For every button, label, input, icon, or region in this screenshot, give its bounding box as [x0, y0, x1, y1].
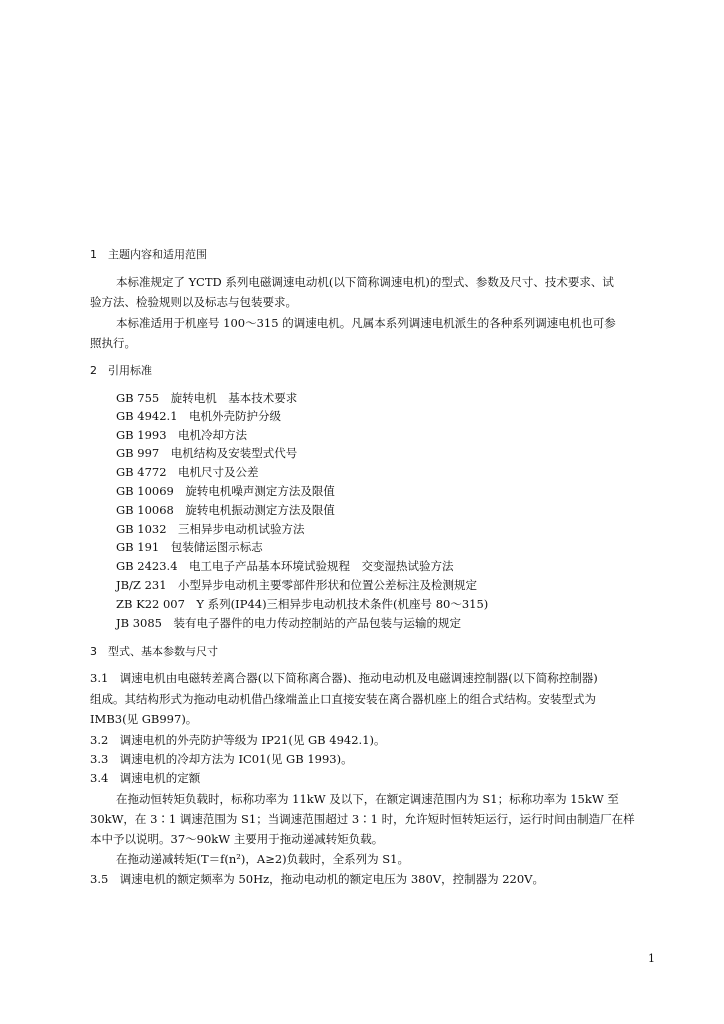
reference-item: GB 1032 三相异步电动机试验方法: [116, 522, 305, 536]
paragraph-line: 3.1 调速电机由电磁转差离合器(以下简称离合器)、拖动电动机及电磁调速控制器(以下简称控制器): [90, 671, 598, 685]
subsection-heading: 3.4 调速电机的定额: [90, 771, 201, 785]
paragraph-line: 验方法、检验规则以及标志与包装要求。: [90, 295, 297, 309]
reference-item: ZB K22 007 Y 系列(IP44)三相异步电动机技术条件(机座号 80～315): [116, 597, 489, 611]
paragraph-line: 3.5 调速电机的额定频率为 50Hz，拖动电动机的额定电压为 380V，控制器为 220V。: [90, 872, 544, 886]
paragraph-line: 3.3 调速电机的冷却方法为 IC01(见 GB 1993)。: [90, 752, 353, 766]
reference-item: GB 10069 旋转电机噪声测定方法及限值: [116, 484, 335, 498]
reference-item: GB 755 旋转电机 基本技术要求: [116, 391, 298, 405]
paragraph-line: 本标准适用于机座号 100～315 的调速电机。凡属本系列调速电机派生的各种系列调速电机也可参: [116, 316, 616, 330]
paragraph-line: 本中予以说明。37～90kW 主要用于拖动递减转矩负载。: [90, 832, 384, 846]
paragraph-line: 照执行。: [90, 336, 136, 350]
paragraph-line: 本标准规定了 YCTD 系列电磁调速电动机(以下简称调速电机)的型式、参数及尺寸、技术要求、试: [116, 275, 614, 289]
section-heading-3: 3 型式、基本参数与尺寸: [90, 645, 218, 658]
reference-item: JB/Z 231 小型异步电动机主要零部件形状和位置公差标注及检测规定: [116, 578, 478, 592]
reference-item: GB 10068 旋转电机振动测定方法及限值: [116, 503, 335, 517]
reference-item: GB 191 包装储运图示标志: [116, 540, 263, 554]
reference-item: GB 997 电机结构及安装型式代号: [116, 446, 298, 460]
paragraph-line: IMB3(见 GB997)。: [90, 712, 198, 726]
paragraph-line: 3.2 调速电机的外壳防护等级为 IP21(见 GB 4942.1)。: [90, 733, 386, 747]
reference-item: JB 3085 装有电子器件的电力传动控制站的产品包装与运输的规定: [116, 616, 461, 630]
paragraph-line: 在拖动恒转矩负载时，标称功率为 11kW 及以下，在额定调速范围内为 S1；标称功率为 15kW 至: [116, 792, 619, 806]
paragraph-line: 30kW，在 3∶1 调速范围为 S1；当调速范围超过 3∶1 时，允许短时恒转矩运行，运行时间由制造厂在样: [90, 812, 635, 826]
paragraph-line: 组成。其结构形式为拖动电动机借凸缘端盖止口直接安装在离合器机座上的组合式结构。安装型式为: [90, 692, 596, 706]
reference-item: GB 1993 电机冷却方法: [116, 428, 248, 442]
page-number: 1: [648, 952, 655, 965]
paragraph-line: 在拖动递减转矩(T＝f(n²)，A≥2)负载时，全系列为 S1。: [116, 852, 409, 866]
reference-item: GB 2423.4 电工电子产品基本环境试验规程 交变湿热试验方法: [116, 559, 454, 573]
reference-item: GB 4772 电机尺寸及公差: [116, 465, 259, 479]
section-heading-2: 2 引用标准: [90, 364, 152, 377]
reference-item: GB 4942.1 电机外壳防护分级: [116, 409, 282, 423]
section-heading-1: 1 主题内容和适用范围: [90, 248, 207, 261]
